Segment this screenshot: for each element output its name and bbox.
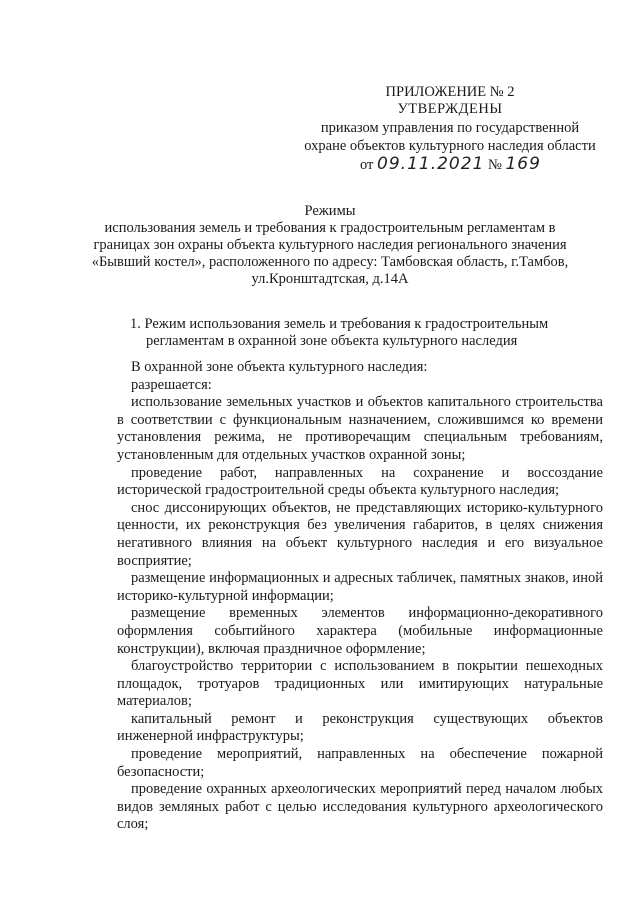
title-heading: Режимы xyxy=(304,203,356,219)
list-item: благоустройство территории с использованием в покрытии пешеходных площадок, тротуаров традиционных или имитирующих натуральные материалов; xyxy=(117,658,603,710)
intro-paragraph: В охранной зоне объекта культурного наследия: xyxy=(131,359,428,375)
section-heading-line-2: регламентам в охранной зоне объекта культурного наследия xyxy=(146,333,518,349)
list-item: размещение временных элементов информационно-декоративного оформления событийного характера (мобильные информационные конструкции), включая праздничное оформление; xyxy=(117,605,603,657)
number-prefix: № xyxy=(488,157,502,173)
order-line-1: приказом управления по государственной xyxy=(320,120,580,136)
handwritten-number: 169 xyxy=(505,154,541,174)
list-item: капитальный ремонт и реконструкция существующих объектов инженерной инфраструктуры; xyxy=(117,710,603,745)
date-prefix: от xyxy=(360,157,374,173)
approved-label: УТВЕРЖДЕНЫ xyxy=(397,101,503,117)
list-item: использование земельных участков и объектов капитального строительства в соответствии с функциональным назначением, сложившимся ко времени установления режима, не противоречащим специальным требованиям, установленным для отдельных участков охранной зоны; xyxy=(117,394,603,463)
document-title xyxy=(60,203,600,288)
body-text xyxy=(117,359,603,834)
handwritten-date: 09.11.2021 xyxy=(377,154,485,174)
title-line: использования земель и требования к градостроительным регламентам в xyxy=(104,220,556,236)
section-heading xyxy=(130,316,600,350)
allowed-label: разрешается: xyxy=(131,376,212,393)
section-heading-line-1: 1. Режим использования земель и требования к градостроительным xyxy=(130,316,549,332)
list-item: проведение мероприятий, направленных на обеспечение пожарной безопасности; xyxy=(117,746,603,780)
list-item: размещение информационных и адресных табличек, памятных знаков, иной историко-культурной информации; xyxy=(117,570,603,604)
order-date-line xyxy=(360,156,541,174)
title-line: «Бывший костел», расположенного по адресу: Тамбовская область, г.Тамбов, xyxy=(91,254,569,270)
order-line-2: охране объектов культурного наследия области xyxy=(304,138,596,154)
list-item: проведение работ, направленных на сохранение и воссоздание исторической градостроительной среды объекта культурного наследия; xyxy=(117,464,603,499)
list-item: снос диссонирующих объектов, не представляющих историко-культурного ценности, их реконструкция без увеличения габаритов, в целях снижения негативного влияния на объект культурного наследия и его визуальное восприятие; xyxy=(117,499,603,569)
title-line: границах зон охраны объекта культурного наследия регионального значения xyxy=(93,237,567,253)
list-item: проведение охранных археологических мероприятий перед началом любых видов земляных работ с целью исследования культурного археологического слоя; xyxy=(117,781,603,833)
appendix-number: ПРИЛОЖЕНИЕ № 2 xyxy=(385,84,515,100)
title-line: ул.Кронштадтская, д.14А xyxy=(251,271,409,287)
